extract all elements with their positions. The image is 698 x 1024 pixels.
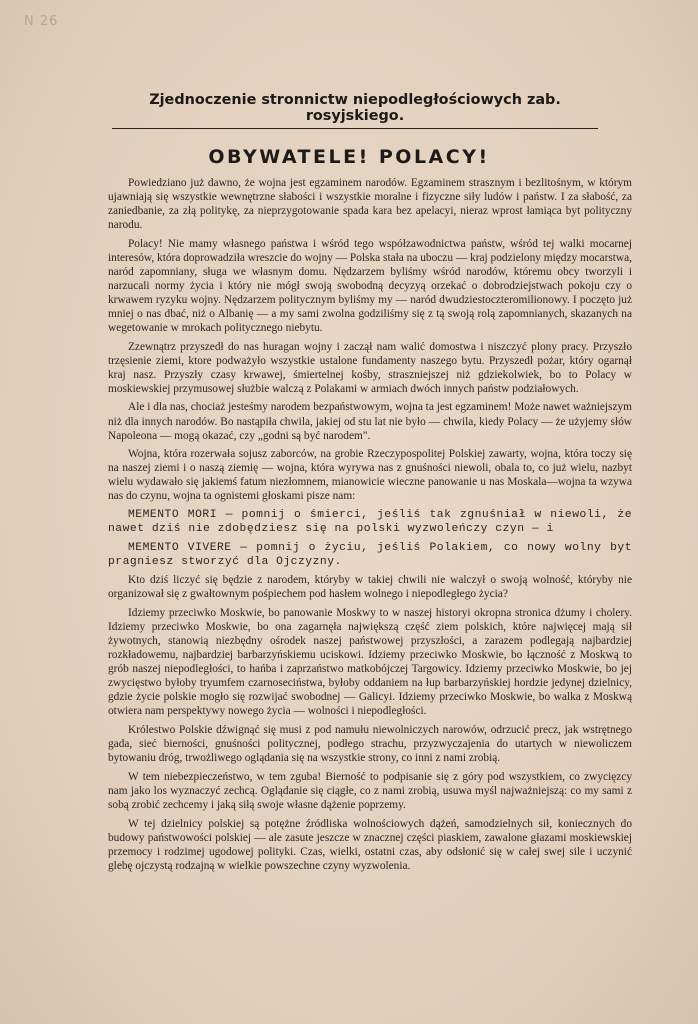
- paragraph: Idziemy przeciwko Moskwie, bo panowanie Moskwy to w naszej historyi okropna stronica dżumy i cholery. Idziemy przeciwko Moskwie, bo ona zagarnęła największą część ziem polskich, które najwięcej mają sił żywotnych, stanowią niezbędny ośrodek naszej państwowej przyszłości, a zarazem podlegają najbardziej rozkładowemu, najbardziej barbarzyńskiemu uciskowi. Idziemy przeciwko Moskwie, bo łączność z Moskwą to grób naszej niepodległości, to hańba i zaprzaństwo matkobójczej Targowicy. Idziemy przeciwko Moskwie, bo jej zwycięstwo byłoby tryumfem czarnoseciństwa, byłoby oddaniem na łup barbarzyńskiej hordzie jedynej dzielnicy, gdzie życie polskie mogło się rozwijać swobodnej — Galicyi. Idziemy przeciwko Moskwie, bo walka z Moskwą otwiera nam perspektywy nowego życia — wolności i niepodległości.: [108, 607, 632, 718]
- paragraph: Powiedziano już dawno, że wojna jest egzaminem narodów. Egzaminem strasznym i bezlitośnym, w którym ujawniają się wszystkie wewnętrzne słabości i wszystkie moralne i fizyczne siły ludów i państw. I za słabość, za zaniedbanie, za złą politykę, za nieprzygotowanie spada kara bez apelacyi, nieraz wprost łamiąca byt polityczny narodu.: [108, 177, 632, 232]
- organization-header: Zjednoczenie stronnictw niepodległościowych zab. rosyjskiego.: [112, 92, 598, 129]
- paragraph: W tem niebezpieczeństwo, w tem zguba! Bierność to podpisanie się z góry pod wszystkiem, co zwycięzcy nam jako los wyznaczyć zechcą. Oglądanie się ciągłe, co z nami zrobią, usuwa myśl najważniejszą: co my sami z sobą zrobić zechcemy i jaką siłą swoje własne dążenie poprzemy.: [108, 770, 632, 811]
- paragraph: Polacy! Nie mamy własnego państwa i wśród tego współzawodnictwa państw, wśród tej walki mocarnej interesów, która doprowadziła wreszcie do wojny — Polska stała na uboczu — kraj podzielony między mocarstwa, naród zapomniany, sługa we własnym domu. Nędzarzem byliśmy wśród narodów, któremu obcy tworzyli i narzucali normy życia i który nie mógł swoją swobodną decyzyą orzekać o dobrodziejstwach pokoju czy o krwawem ryzyku wojny. Nędzarzem politycznym byliśmy my — naród dwudziestoczteromilionowy. I poczęto już mniej o nas dbać, niż o Albanię — a my sami zwolna godziliśmy się z tą swoją rolą zapomnianych, skazanych na wegetowanie w mrokach politycznego niebytu.: [108, 237, 632, 335]
- paragraph: Wojna, która rozerwała sojusz zaborców, na grobie Rzeczypospolitej Polskiej zawarty, wojna, która toczy się na naszej ziemi i o naszą ziemię — wojna, która wyrywa nas z gnuśności niewoli, obala to, co już wielu, nazbyt wielu wydawało się jakiemś fatum niezłomnem, mianowicie wieczne panowanie u nas Moskala—wojna ta wzywa nas do czynu, wojna ta ognistemi głoskami pisze nam:: [108, 448, 632, 503]
- paragraph: W tej dzielnicy polskiej są potężne źródliska wolnościowych dążeń, samodzielnych sił, koniecznych do budowy państwowości polskiej — ale zasute jeszcze w znacznej części piaskiem, zawalone głazami moskiewskiej przemocy i rodzimej ugodowej polityki. Czas, wielki, ostatni czas, aby odsłonić się w całej swej sile i uczynić glebę ojczystą rodzajną w wielkie powszechne czyny wyzwolenia.: [108, 817, 632, 872]
- proclamation-title: OBYWATELE! POLACY!: [208, 146, 490, 168]
- paragraph: Kto dziś liczyć się będzie z narodem, któryby w takiej chwili nie walczył o swoją wolność, któryby nie organizował się z gwałtownym pośpiechem pod hasłem wolnego i niepodległego życia?: [108, 574, 632, 601]
- memento-vivere-paragraph: MEMENTO VIVERE — pomnij o życiu, jeśliś Polakiem, co nowy wolny byt pragniesz stworzyć dla Ojczyzny.: [108, 541, 632, 568]
- pencil-annotation: N 26: [24, 14, 59, 29]
- memento-mori-paragraph: MEMENTO MORI — pomnij o śmierci, jeśliś tak zgnuśniał w niewoli, że nawet dziś nie zdobędziesz się na polski wyzwoleńczy czyn — i: [108, 509, 632, 536]
- paragraph: Królestwo Polskie dźwignąć się musi z pod namułu niewolniczych narowów, odrzucić precz, jak wstrętnego gada, sieć bierności, gnuśności politycznej, podłego strachu, przyzwyczajenia do utartych w niewoliczem bytowaniu dróg, trwożliwego oglądania się na wszystkie strony, co inni z nami zrobią.: [108, 724, 632, 765]
- paragraph: Zzewnątrz przyszedł do nas huragan wojny i zaczął nam walić domostwa i niszczyć plony pracy. Przyszło trzęsienie ziemi, ktore podważyło wszystkie ustalone fundamenty naszego bytu. Przyszedł pożar, który ogarnął kraj nasz. Przyszły czasy krwawej, śmiertelnej kośby, straszniejszej niż gdziekolwiek, bo to Polacy w moskiewskiej przymusowej służbie walczą z Polakami w armiach dwóch innych państw podziałowych.: [108, 340, 632, 395]
- paragraph: Ale i dla nas, chociaż jesteśmy narodem bezpaństwowym, wojna ta jest egzaminem! Może nawet ważniejszym niż dla innych narodów. Bo nastąpiła chwila, jakiej od stu lat nie było — chwila, kiedy Polacy — że użyjemy słów Napoleona — mogą okazać, czy „godni są być narodem".: [108, 401, 632, 442]
- proclamation-body: [108, 176, 632, 877]
